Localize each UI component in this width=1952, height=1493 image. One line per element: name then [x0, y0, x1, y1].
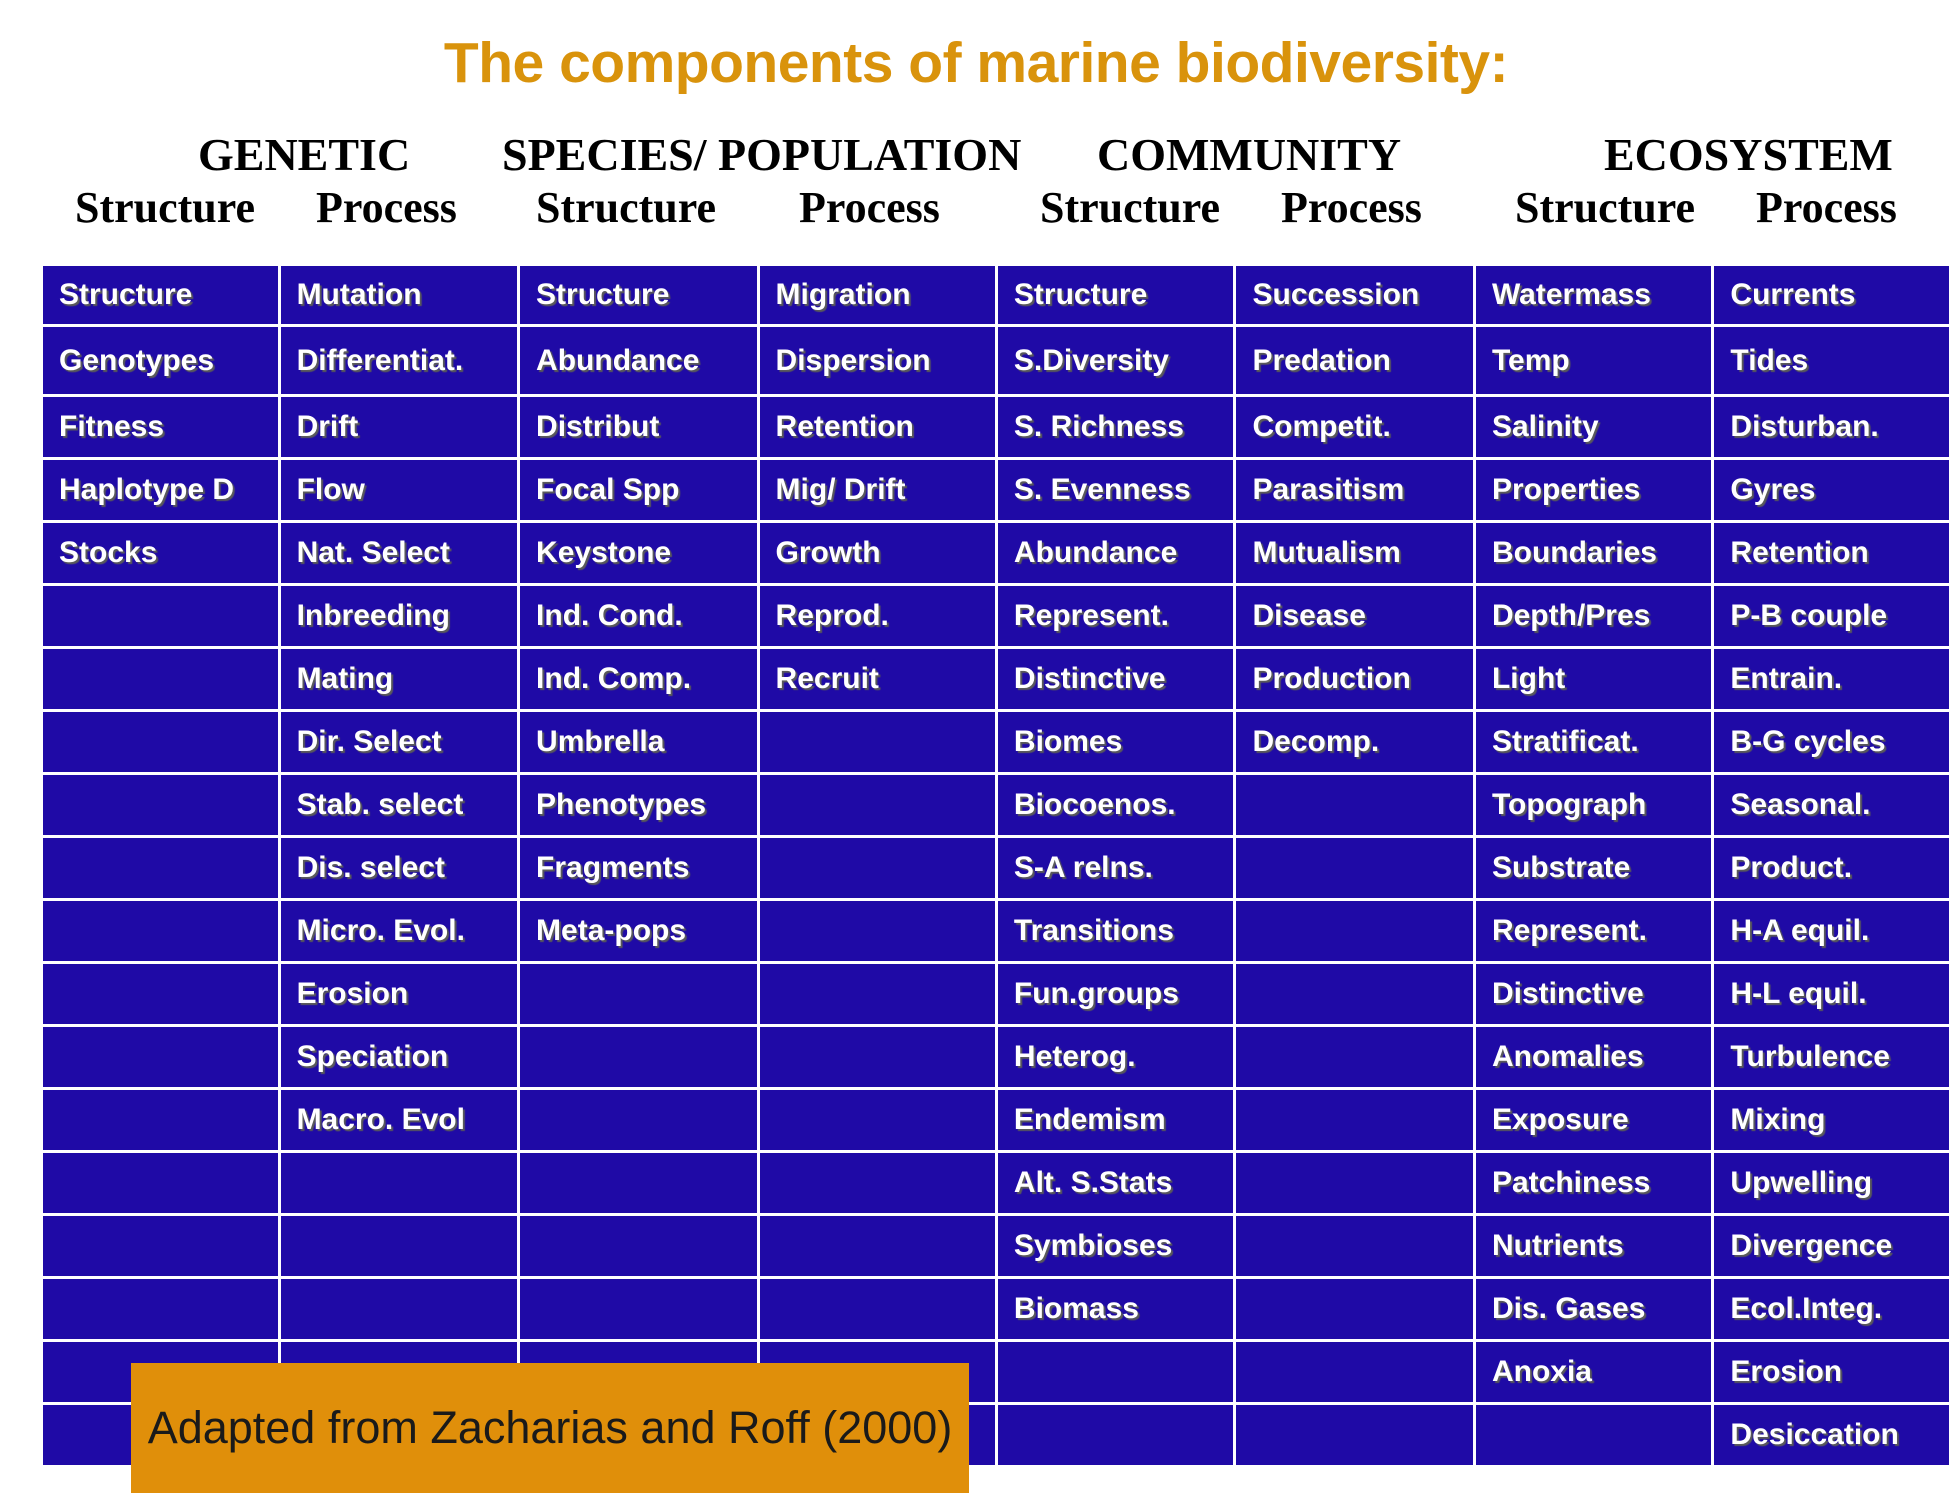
table-cell	[42, 1026, 280, 1089]
subheader-genetic-structure: Structure	[75, 183, 256, 232]
table-row	[42, 1278, 1951, 1341]
table-cell	[519, 1089, 759, 1152]
table-cell	[42, 648, 280, 711]
table-cell	[758, 963, 996, 1026]
table-cell: Dir. Select	[279, 711, 518, 774]
table-row	[42, 837, 1951, 900]
table-cell: Symbioses	[996, 1215, 1235, 1278]
table-cell: Tides	[1713, 326, 1951, 396]
subheader-ecosystem-structure: Structure	[1515, 183, 1696, 232]
table-cell: Reprod.	[758, 585, 996, 648]
table-cell	[1235, 1152, 1474, 1215]
table-cell: P-B couple	[1713, 585, 1951, 648]
table-cell: Structure	[996, 265, 1235, 326]
table-cell: Competit.	[1235, 396, 1474, 459]
table-row	[42, 963, 1951, 1026]
table-cell: Disturban.	[1713, 396, 1951, 459]
table-cell: Topograph	[1474, 774, 1712, 837]
table-cell: Predation	[1235, 326, 1474, 396]
table-cell: Focal Spp	[519, 459, 759, 522]
table-cell: Biomass	[996, 1278, 1235, 1341]
table-cell: Distribut	[519, 396, 759, 459]
table-cell: Keystone	[519, 522, 759, 585]
table-cell: Phenotypes	[519, 774, 759, 837]
table-cell: S. Evenness	[996, 459, 1235, 522]
category-species-population: SPECIES/ POPULATION	[502, 129, 1022, 180]
table-cell: Parasitism	[1235, 459, 1474, 522]
table-cell	[42, 1278, 280, 1341]
table-cell	[1235, 1026, 1474, 1089]
table-cell: Meta-pops	[519, 900, 759, 963]
table-cell	[42, 1152, 280, 1215]
table-cell: Stocks	[42, 522, 280, 585]
table-cell: B-G cycles	[1713, 711, 1951, 774]
table-row	[42, 459, 1951, 522]
table-row	[42, 396, 1951, 459]
table-cell: S-A relns.	[996, 837, 1235, 900]
source-caption: Adapted from Zacharias and Roff (2000)	[131, 1363, 969, 1493]
table-cell	[1235, 837, 1474, 900]
table-cell: Differentiat.	[279, 326, 518, 396]
table-cell	[1235, 774, 1474, 837]
table-cell	[519, 1152, 759, 1215]
table-cell	[279, 1152, 518, 1215]
category-genetic: GENETIC	[198, 129, 411, 180]
table-cell	[996, 1404, 1235, 1467]
table-cell	[519, 963, 759, 1026]
page-title: The components of marine biodiversity:	[443, 31, 1509, 95]
table-cell: Temp	[1474, 326, 1712, 396]
table-cell: Upwelling	[1713, 1152, 1951, 1215]
table-cell: Inbreeding	[279, 585, 518, 648]
table-cell	[1235, 1278, 1474, 1341]
table-cell: Ind. Comp.	[519, 648, 759, 711]
table-cell	[42, 963, 280, 1026]
table-cell: Dis. Gases	[1474, 1278, 1712, 1341]
table-cell: Biomes	[996, 711, 1235, 774]
table-cell: Ind. Cond.	[519, 585, 759, 648]
table-cell: Abundance	[996, 522, 1235, 585]
table-cell: Haplotype D	[42, 459, 280, 522]
table-cell	[42, 711, 280, 774]
table-cell: Distinctive	[996, 648, 1235, 711]
table-cell: Macro. Evol	[279, 1089, 518, 1152]
table-cell: Stab. select	[279, 774, 518, 837]
table-cell: Flow	[279, 459, 518, 522]
table-cell	[758, 1215, 996, 1278]
table-cell: Decomp.	[1235, 711, 1474, 774]
table-cell	[758, 774, 996, 837]
table-cell	[42, 774, 280, 837]
table-row	[42, 522, 1951, 585]
table-row	[42, 1215, 1951, 1278]
table-cell: Anoxia	[1474, 1341, 1712, 1404]
table-cell: Mutualism	[1235, 522, 1474, 585]
table-cell	[1235, 1404, 1474, 1467]
table-cell: Disease	[1235, 585, 1474, 648]
table-cell: Turbulence	[1713, 1026, 1951, 1089]
table-cell	[42, 837, 280, 900]
table-row	[42, 774, 1951, 837]
table-cell: Mig/ Drift	[758, 459, 996, 522]
table-cell: Abundance	[519, 326, 759, 396]
table-cell: Endemism	[996, 1089, 1235, 1152]
table-cell	[519, 1026, 759, 1089]
table-row	[42, 265, 1951, 326]
subheader-genetic-process: Process	[316, 183, 457, 232]
table-row	[42, 711, 1951, 774]
category-ecosystem: ECOSYSTEM	[1604, 129, 1893, 180]
table-cell: Seasonal.	[1713, 774, 1951, 837]
table-cell: Recruit	[758, 648, 996, 711]
table-row	[42, 1026, 1951, 1089]
table-cell: H-L equil.	[1713, 963, 1951, 1026]
table-cell	[1235, 1089, 1474, 1152]
table-cell: S.Diversity	[996, 326, 1235, 396]
table-cell: Transitions	[996, 900, 1235, 963]
table-cell	[1474, 1404, 1712, 1467]
subheader-community-process: Process	[1281, 183, 1422, 232]
table-cell	[1235, 1215, 1474, 1278]
table-cell: Mating	[279, 648, 518, 711]
table-cell: Mutation	[279, 265, 518, 326]
table-cell: Micro. Evol.	[279, 900, 518, 963]
table-cell: Drift	[279, 396, 518, 459]
table-cell: Growth	[758, 522, 996, 585]
table-cell	[758, 1152, 996, 1215]
table-cell: Represent.	[996, 585, 1235, 648]
table-cell: Succession	[1235, 265, 1474, 326]
table-cell: Retention	[758, 396, 996, 459]
table-cell: Mixing	[1713, 1089, 1951, 1152]
table-cell: Light	[1474, 648, 1712, 711]
table-cell: Structure	[519, 265, 759, 326]
table-cell: Properties	[1474, 459, 1712, 522]
table-cell: Anomalies	[1474, 1026, 1712, 1089]
subheader-ecosystem-process: Process	[1756, 183, 1897, 232]
table-cell: Gyres	[1713, 459, 1951, 522]
table-cell: Erosion	[279, 963, 518, 1026]
subheader-community-structure: Structure	[1040, 183, 1221, 232]
table-cell: Biocoenos.	[996, 774, 1235, 837]
table-row	[42, 585, 1951, 648]
table-cell: Ecol.Integ.	[1713, 1278, 1951, 1341]
table-cell	[42, 1215, 280, 1278]
table-cell: Alt. S.Stats	[996, 1152, 1235, 1215]
table-cell: Genotypes	[42, 326, 280, 396]
table-cell	[758, 900, 996, 963]
table-cell: Exposure	[1474, 1089, 1712, 1152]
table-cell: Speciation	[279, 1026, 518, 1089]
table-cell: Nutrients	[1474, 1215, 1712, 1278]
table-cell	[758, 1278, 996, 1341]
table-row	[42, 1152, 1951, 1215]
table-cell: Watermass	[1474, 265, 1712, 326]
table-cell	[519, 1215, 759, 1278]
table-row	[42, 326, 1951, 396]
table-cell: Divergence	[1713, 1215, 1951, 1278]
table-cell: Erosion	[1713, 1341, 1951, 1404]
table-cell: Fun.groups	[996, 963, 1235, 1026]
table-cell: Production	[1235, 648, 1474, 711]
table-cell	[42, 900, 280, 963]
table-cell: Patchiness	[1474, 1152, 1712, 1215]
biodiversity-table	[40, 263, 1952, 1468]
table-cell	[1235, 1341, 1474, 1404]
table-cell: Product.	[1713, 837, 1951, 900]
table-cell	[519, 1278, 759, 1341]
table-cell: Heterog.	[996, 1026, 1235, 1089]
table-cell: Desiccation	[1713, 1404, 1951, 1467]
table-cell: Represent.	[1474, 900, 1712, 963]
table-cell	[1235, 900, 1474, 963]
table-cell	[279, 1215, 518, 1278]
table-row	[42, 648, 1951, 711]
table-cell: Umbrella	[519, 711, 759, 774]
subheader-species-process: Process	[799, 183, 940, 232]
table-cell: Entrain.	[1713, 648, 1951, 711]
table-cell	[279, 1278, 518, 1341]
table-cell: Retention	[1713, 522, 1951, 585]
table-cell: Currents	[1713, 265, 1951, 326]
table-cell: Dis. select	[279, 837, 518, 900]
table-cell: Nat. Select	[279, 522, 518, 585]
table-cell: Distinctive	[1474, 963, 1712, 1026]
table-cell: Fitness	[42, 396, 280, 459]
table-cell	[758, 837, 996, 900]
table-cell: H-A equil.	[1713, 900, 1951, 963]
table-cell: Boundaries	[1474, 522, 1712, 585]
table-cell	[996, 1341, 1235, 1404]
subheader-species-structure: Structure	[536, 183, 717, 232]
table-cell: Structure	[42, 265, 280, 326]
table-cell	[758, 1089, 996, 1152]
table-cell	[1235, 963, 1474, 1026]
table-cell: Substrate	[1474, 837, 1712, 900]
table-cell	[758, 1026, 996, 1089]
table-cell	[758, 711, 996, 774]
table-cell	[42, 1089, 280, 1152]
table-row	[42, 900, 1951, 963]
table-row	[42, 1089, 1951, 1152]
table-cell: Migration	[758, 265, 996, 326]
table-cell: Dispersion	[758, 326, 996, 396]
table-cell: S. Richness	[996, 396, 1235, 459]
table-cell: Salinity	[1474, 396, 1712, 459]
category-community: COMMUNITY	[1097, 129, 1402, 180]
table-cell: Stratificat.	[1474, 711, 1712, 774]
table-cell: Depth/Pres	[1474, 585, 1712, 648]
table-cell: Fragments	[519, 837, 759, 900]
table-cell	[42, 585, 280, 648]
